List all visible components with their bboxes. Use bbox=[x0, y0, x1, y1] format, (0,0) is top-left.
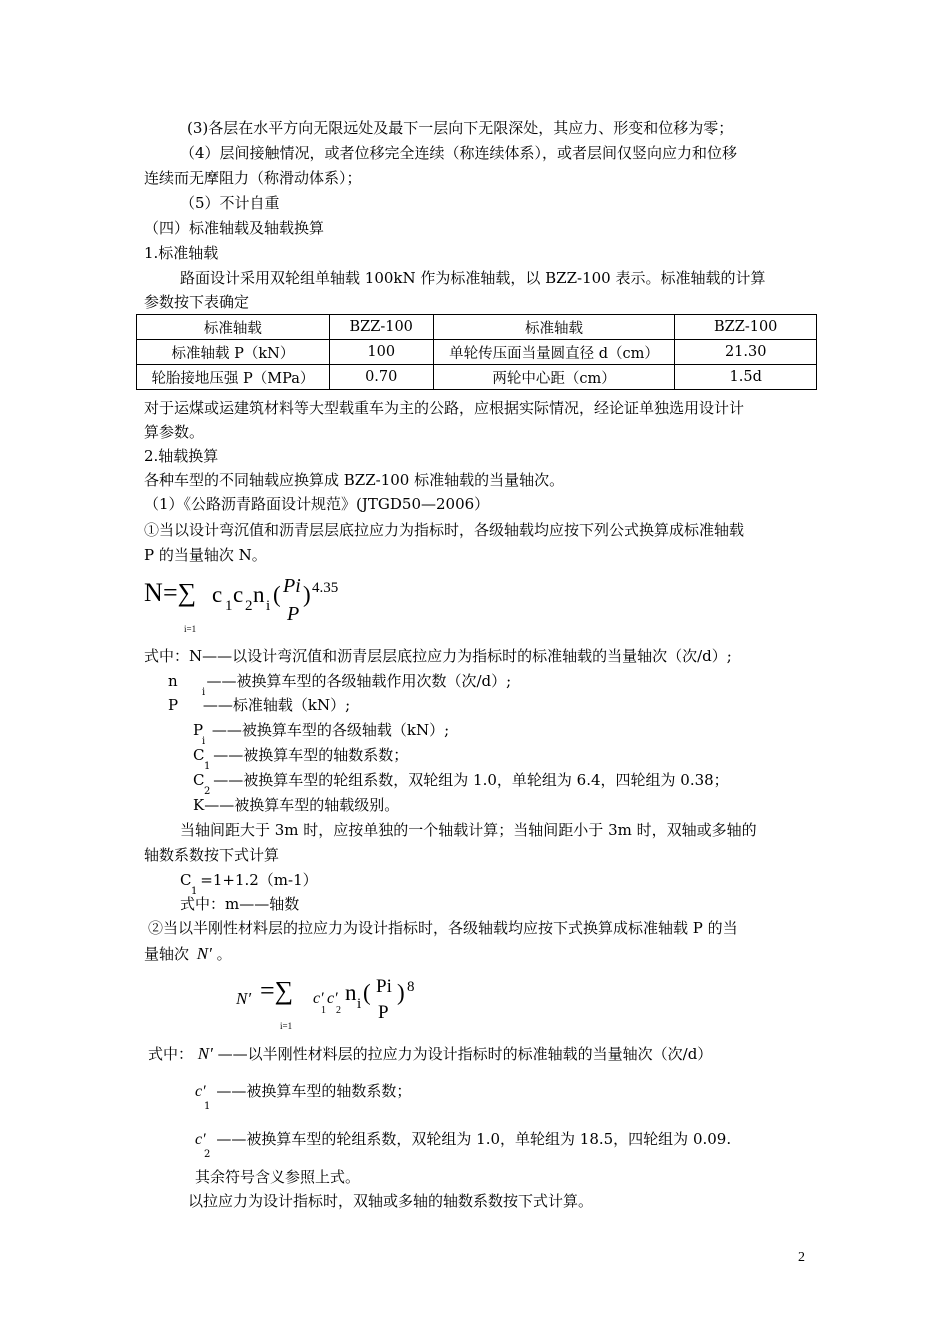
symbol-c: C bbox=[193, 746, 205, 764]
definition-line bbox=[193, 770, 729, 797]
subscript: 2 bbox=[204, 1149, 211, 1160]
subscript: 2 bbox=[204, 786, 211, 797]
paragraph-line: 路面设计采用双轮组单轴载 100kN 作为标准轴载，以 BZZ-100 表示。标准轴载的计算 bbox=[180, 269, 766, 287]
definition-line: 式中：N——以设计弯沉值和沥青层层底拉应力为指标时的标准轴载的当量轴次（次/d）; bbox=[144, 647, 732, 665]
table-cell: 21.30 bbox=[675, 340, 817, 365]
definition-line bbox=[168, 671, 512, 698]
table-cell: BZZ-100 bbox=[329, 315, 433, 340]
table-cell: 100 bbox=[329, 340, 433, 365]
table-row bbox=[137, 365, 817, 390]
symbol-cprime: c′ bbox=[195, 1083, 206, 1100]
table-cell: 两轮中心距（cm） bbox=[433, 365, 675, 390]
paragraph-line: 对于运煤或运建筑材料等大型载重车为主的公路，应根据实际情况，经论证单独选用设计计 bbox=[144, 399, 745, 417]
formula-c1 bbox=[180, 870, 318, 897]
definition-line bbox=[195, 1081, 412, 1112]
definition-text: ——被换算车型的各级轴载作用次数（次/d）; bbox=[206, 672, 512, 690]
paragraph-line: 式中：m——轴数 bbox=[180, 895, 300, 913]
subscript: 1 bbox=[204, 761, 211, 772]
definition-line: K——被换算车型的轴载级别。 bbox=[193, 796, 400, 814]
table-cell: 标准轴载 bbox=[137, 315, 330, 340]
definition-text: ——被换算车型的各级轴载（kN）; bbox=[211, 721, 450, 739]
subscript: 1 bbox=[204, 1101, 211, 1112]
paragraph-line: (3)各层在水平方向无限远处及最下一层向下无限深处，其应力、形变和位移为零； bbox=[187, 119, 734, 137]
definition-text: ——被换算车型的轴数系数； bbox=[216, 1082, 412, 1100]
definition-text: ——被换算车型的轴数系数； bbox=[213, 746, 409, 764]
subsection-heading: 1.标准轴载 bbox=[144, 244, 219, 262]
paragraph-line: 各种车型的不同轴载应换算成 BZZ-100 标准轴载的当量轴次。 bbox=[144, 471, 565, 489]
table-cell: 1.5d bbox=[675, 365, 817, 390]
paragraph-line: 当轴间距大于 3m 时，应按单独的一个轴载计算；当轴间距小于 3m 时，双轴或多轴的 bbox=[180, 821, 757, 839]
table-cell: 0.70 bbox=[329, 365, 433, 390]
page-number: 2 bbox=[798, 1250, 805, 1265]
subsection-heading: 2.轴载换算 bbox=[144, 447, 219, 465]
formula-text: =1+1.2（m-1） bbox=[200, 871, 318, 889]
paragraph-line: 轴数系数按下式计算 bbox=[144, 846, 280, 864]
subscript: i bbox=[202, 687, 206, 698]
paragraph-line: P 的当量轴次 N。 bbox=[144, 546, 267, 564]
paragraph-text: 量轴次 bbox=[144, 945, 190, 963]
symbol-c: C bbox=[193, 771, 205, 789]
paragraph-line: （4）层间接触情况，或者位移完全连续（称连续体系），或者层间仅竖向应力和位移 bbox=[180, 144, 738, 162]
section-heading: （四）标准轴载及轴载换算 bbox=[144, 219, 325, 237]
paragraph-line: 连续而无摩阻力（称滑动体系）； bbox=[144, 169, 362, 187]
symbol-p: P bbox=[193, 721, 204, 739]
definition-line bbox=[168, 695, 350, 715]
definition-text: ——被换算车型的轮组系数，双轮组为 1.0，单轮组为 6.4，四轮组为 0.38； bbox=[213, 771, 729, 789]
paragraph-line: 以拉应力为设计指标时，双轴或多轴的轴数系数按下式计算。 bbox=[188, 1192, 594, 1210]
symbol-cprime: c′ bbox=[195, 1131, 206, 1148]
table-cell: 轮胎接地压强 P（MPa） bbox=[137, 365, 330, 390]
symbol-c: C bbox=[180, 871, 192, 889]
definition-line bbox=[148, 1044, 712, 1064]
paragraph-line: （1）《公路沥青路面设计规范》(JTGD50—2006） bbox=[144, 495, 490, 513]
subscript: 1 bbox=[191, 886, 198, 897]
standard-axle-table bbox=[136, 314, 817, 390]
table-row bbox=[137, 315, 817, 340]
definition-line bbox=[193, 720, 450, 747]
paragraph-line: 算参数。 bbox=[144, 423, 205, 441]
paragraph-line: 其余符号含义参照上式。 bbox=[195, 1168, 361, 1186]
definition-prefix: 式中： bbox=[148, 1045, 194, 1063]
table-cell: 标准轴载 P（kN） bbox=[137, 340, 330, 365]
subscript: i bbox=[202, 736, 206, 747]
definition-text: ——以半刚性材料层的拉应力为设计指标时的标准轴载的当量轴次（次/d） bbox=[217, 1045, 713, 1063]
table-cell: 标准轴载 bbox=[433, 315, 675, 340]
definition-text: ——标准轴载（kN）; bbox=[202, 696, 351, 714]
table-row bbox=[137, 340, 817, 365]
symbol-p: P bbox=[168, 696, 179, 714]
paragraph-line: 参数按下表确定 bbox=[144, 293, 250, 311]
symbol-nprime: N′ bbox=[196, 944, 212, 963]
symbol-nprime: N′ bbox=[197, 1044, 213, 1063]
paragraph-line bbox=[144, 944, 232, 964]
paragraph-line: ②当以半刚性材料层的拉应力为设计指标时，各级轴载均应按下式换算成标准轴载 P 的当 bbox=[148, 919, 738, 937]
definition-text: ——被换算车型的轮组系数，双轮组为 1.0，单轮组为 18.5，四轮组为 0.09. bbox=[216, 1130, 732, 1148]
paragraph-line: （5）不计自重 bbox=[180, 194, 280, 212]
table-cell: 单轮传压面当量圆直径 d（cm） bbox=[433, 340, 675, 365]
punctuation: 。 bbox=[216, 945, 232, 963]
paragraph-line: ①当以设计弯沉值和沥青层层底拉应力为指标时，各级轴载均应按下列公式换算成标准轴载 bbox=[144, 521, 745, 539]
definition-line bbox=[195, 1129, 732, 1160]
definition-line bbox=[193, 745, 409, 772]
symbol-n: n bbox=[168, 672, 178, 690]
table-cell: BZZ-100 bbox=[675, 315, 817, 340]
